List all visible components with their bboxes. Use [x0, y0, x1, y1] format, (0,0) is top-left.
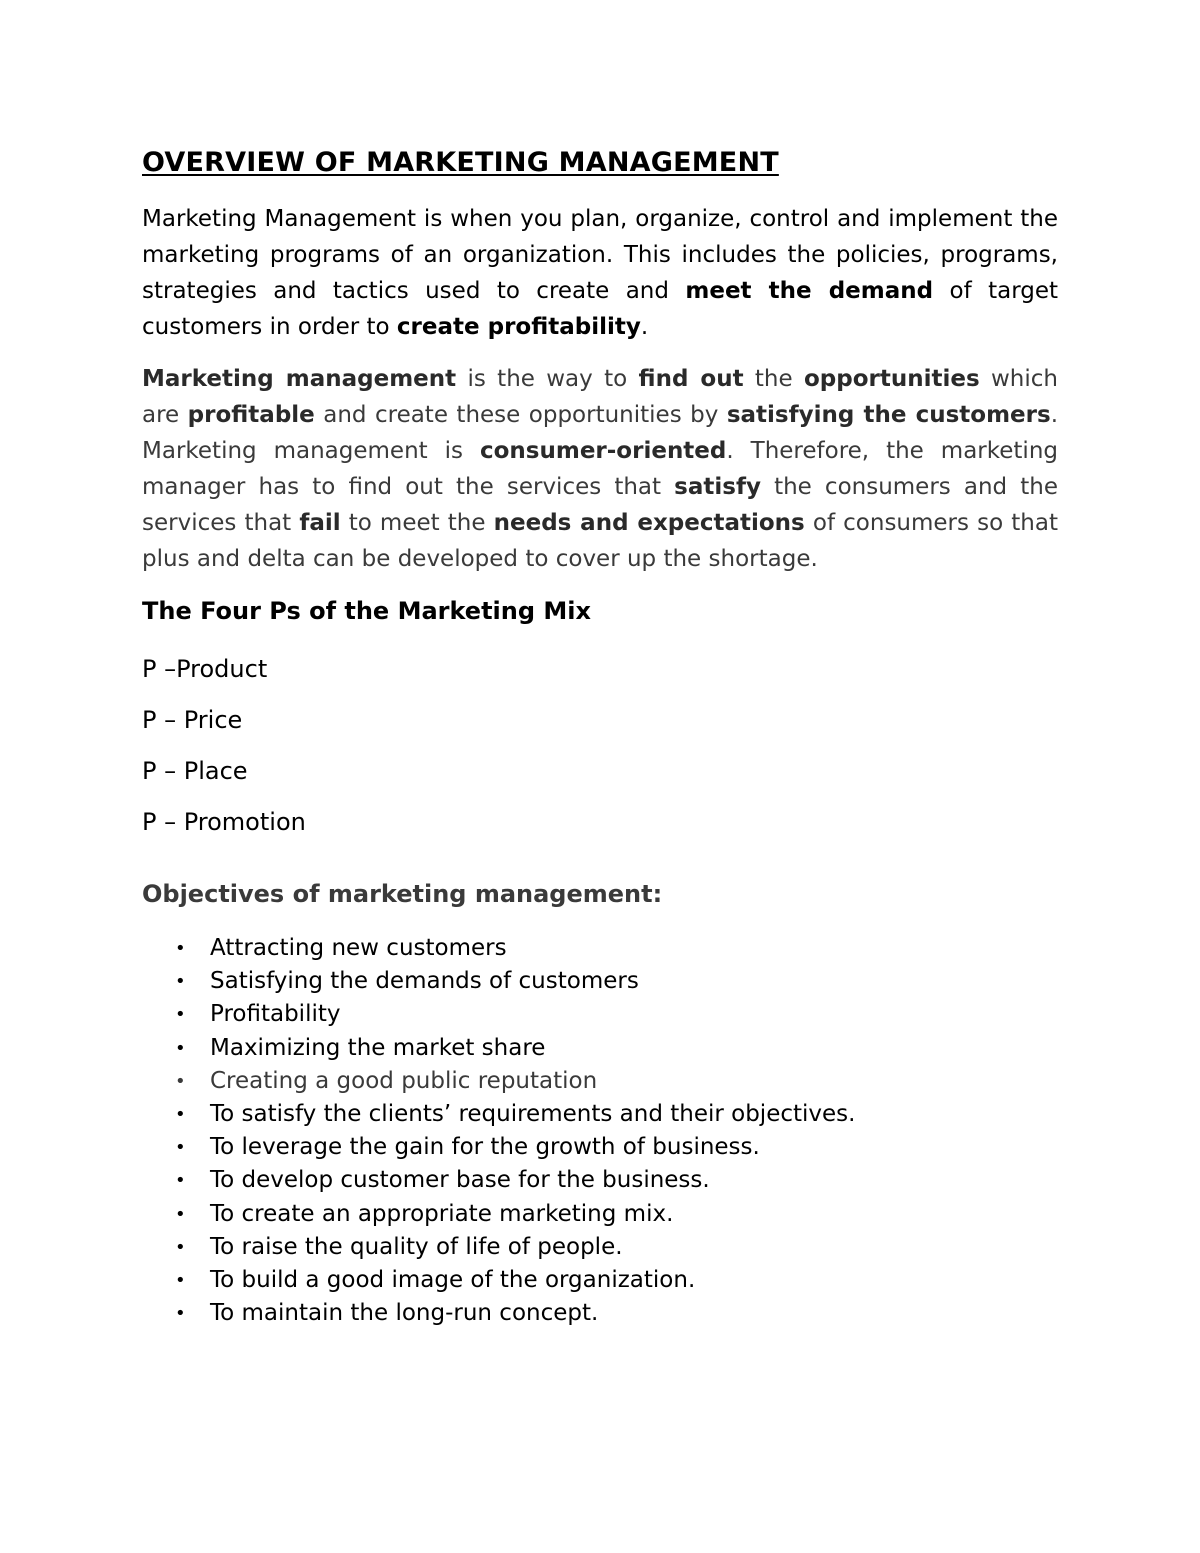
objective-text: To leverage the gain for the growth of business.: [210, 1134, 760, 1161]
objective-text: To raise the quality of life of people.: [210, 1233, 623, 1260]
bullet-icon: •: [175, 1203, 186, 1225]
bullet-icon: •: [175, 1004, 186, 1026]
definition-paragraph: [142, 361, 1058, 577]
definition-emphasis: opportunities: [804, 366, 980, 392]
bullet-icon: •: [175, 938, 186, 959]
intro-emphasis: meet the demand: [685, 278, 934, 304]
intro-text: of target customers in order to: [142, 278, 1059, 340]
objective-text: To maintain the long-run concept.: [210, 1300, 599, 1327]
definition-emphasis: profitable: [187, 402, 315, 428]
definition-text: of consumers so that plus and delta can be developed to cover up the shortage.: [142, 510, 1058, 572]
bullet-icon: •: [175, 1270, 186, 1292]
definition-text: and create these opportunities by: [314, 402, 727, 428]
objective-text: Satisfying the demands of customers: [210, 968, 639, 995]
definition-emphasis: needs and expectations: [493, 510, 805, 536]
objective-text: Profitability: [210, 1001, 341, 1028]
list-item: [142, 1098, 1058, 1131]
bullet-icon: •: [175, 1170, 186, 1192]
four-ps-item: P – Place: [142, 757, 248, 785]
definition-text: . Marketing management is: [142, 402, 1058, 464]
bullet-icon: •: [175, 1303, 186, 1325]
definition-text: the consumers and the services that: [142, 474, 1059, 536]
definition-text: the: [743, 366, 804, 392]
bullet-icon: •: [175, 1236, 186, 1258]
definition-emphasis: Marketing management: [142, 366, 457, 392]
list-item: [142, 1198, 1058, 1231]
list-item: [142, 1065, 1058, 1098]
definition-text: which are: [142, 366, 1058, 428]
document-title: OVERVIEW OF MARKETING MANAGEMENT: [142, 147, 779, 178]
bullet-icon: •: [175, 971, 186, 993]
objective-text: To develop customer base for the business.: [210, 1167, 710, 1194]
definition-emphasis: satisfy: [674, 474, 761, 500]
list-item: [142, 998, 1058, 1031]
definition-emphasis: find out: [638, 366, 744, 392]
definition-text: is the way to: [456, 366, 639, 392]
list-item: [142, 1164, 1058, 1197]
list-item: [142, 965, 1058, 998]
bullet-icon: •: [175, 1137, 186, 1159]
list-item: [142, 1297, 1058, 1330]
objective-text: To build a good image of the organization.: [210, 1267, 696, 1294]
objective-text: Creating a good public reputation: [210, 1067, 598, 1094]
intro-text: Marketing Management is when you plan, organize, control and implement the marketing programs of an organization. This includes the policies, programs, strategies and tactics used to create and: [142, 206, 1058, 304]
four-ps-item: P – Promotion: [142, 808, 306, 836]
objective-text: To satisfy the clients’ requirements and their objectives.: [210, 1101, 856, 1128]
objective-text: Attracting new customers: [210, 935, 507, 961]
intro-text: .: [640, 314, 649, 340]
list-item: [142, 1032, 1058, 1065]
objectives-heading: Objectives of marketing management:: [142, 880, 663, 908]
four-ps-item: P – Price: [142, 706, 243, 734]
intro-emphasis: create profitability: [396, 314, 641, 340]
definition-text: . Therefore, the marketing manager has to find out the services that: [142, 438, 1058, 500]
list-item: [142, 1264, 1058, 1297]
list-item: [142, 1231, 1058, 1264]
list-item: [142, 932, 1058, 965]
four-ps-item: P –Product: [142, 655, 268, 683]
list-item: [142, 1131, 1058, 1164]
definition-emphasis: satisfying the customers: [726, 402, 1051, 428]
objective-text: To create an appropriate marketing mix.: [210, 1200, 674, 1227]
objective-text: Maximizing the market share: [210, 1034, 546, 1061]
objectives-list: [142, 932, 1058, 1330]
bullet-icon: •: [175, 1037, 186, 1059]
bullet-icon: •: [175, 1104, 186, 1126]
four-ps-heading: The Four Ps of the Marketing Mix: [142, 597, 591, 625]
bullet-icon: •: [175, 1070, 186, 1092]
definition-emphasis: consumer-oriented: [479, 438, 727, 464]
definition-text: to meet the: [340, 510, 494, 536]
definition-emphasis: fail: [299, 510, 341, 536]
intro-paragraph: [142, 201, 1058, 345]
